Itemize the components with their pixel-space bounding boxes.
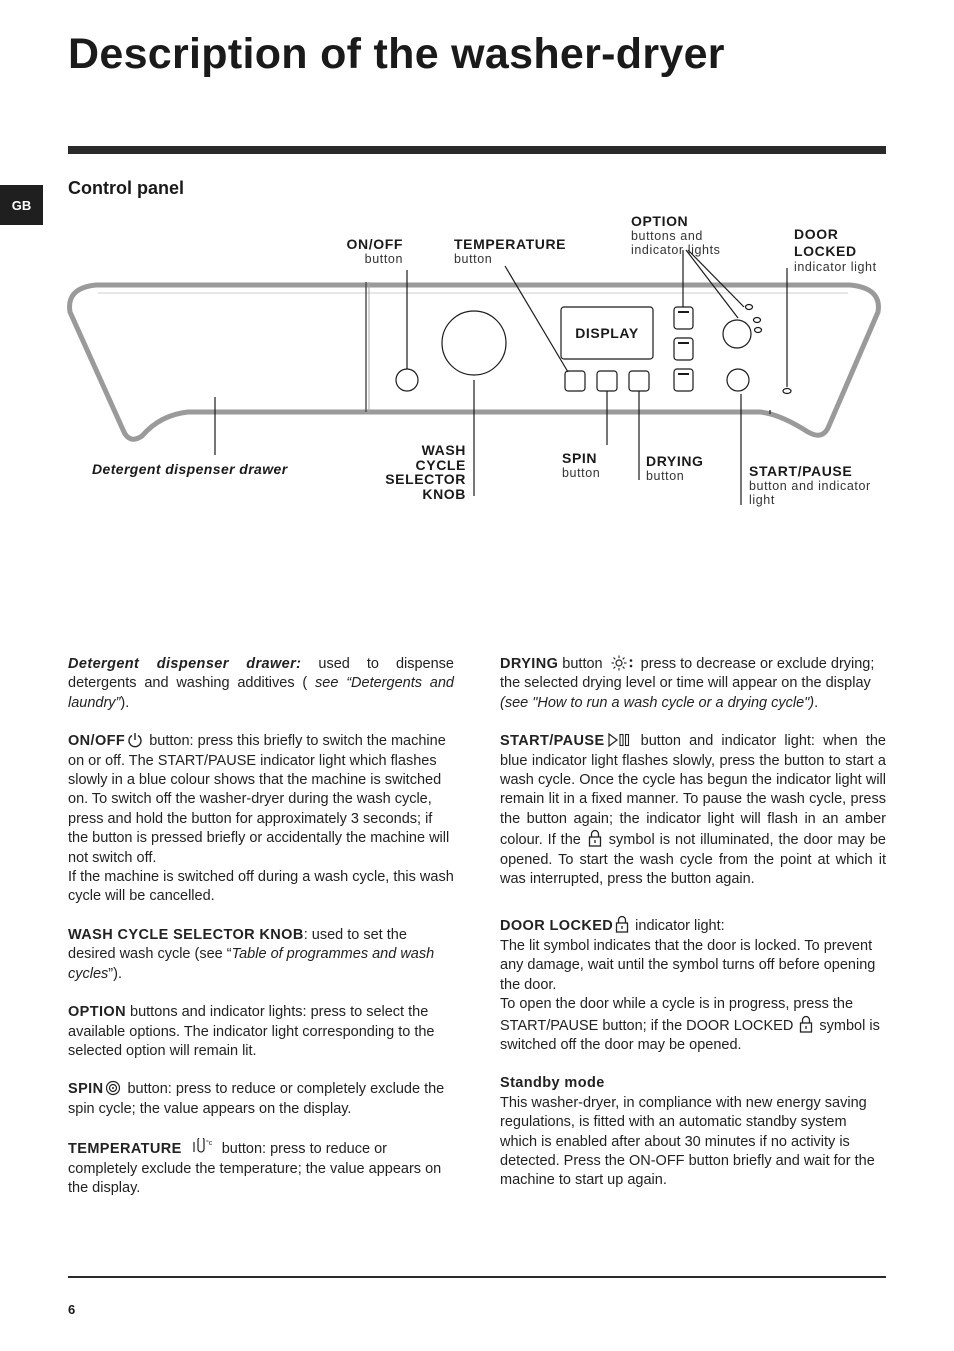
standby-title: Standby mode [500,1075,605,1092]
section-title: Control panel [68,178,184,198]
option-button-3-graphic [674,369,693,391]
power-icon [127,732,143,748]
selector-knob-label: WASH CYCLE SELECTOR KNOB [385,442,466,502]
standby-description: Standby mode This washer-dryer, in compliance with new energy saving regulations, is fitted with an automatic standby system which is enabled after about 30 minutes if no activity is detected. Press the ON-OFF button briefly and wait for the machine to start up again. [500,1075,875,1189]
lock-icon [799,1015,813,1033]
temperature-button-graphic [565,371,585,391]
page-number: 6 [68,1302,76,1317]
right-column [500,655,886,1210]
startpause-description: START/PAUSE button and indicator light: when the blue indicator light flashes slowly, press the button to start a wash cycle. Once the cycle has begun the indicator light will remain lit in a fixed manner. To pause the wash cycle, press the button again; the indicator light will flash in an amber colour. If the symbol is not illuminated, the door may be opened. To start the wash cycle from the point at which it was interrupted, press the button again. [500,733,886,888]
knob-description: WASH CYCLE SELECTOR KNOB: used to set the desired wash cycle (see “Table of programmes and wash cycles”). [68,926,435,982]
door-locked-description: DOOR LOCKED indicator light: The lit symbol indicates that the door is locked. To prevent any damage, wait until the symbol turns off before opening the door. To open the door while a cycle is in progress, press the START/PAUSE button; if the DOOR LOCKED symbol is switched off the door may be opened. [500,915,886,1055]
spin-button-graphic [597,371,617,391]
door-locked-label: DOOR LOCKED indicator light [794,226,877,274]
left-column [68,655,454,1217]
onoff-description: ON/OFF button: press this briefly to switch the machine on or off. The START/PAUSE indicator light which flashes slowly in a blue colour shows that the machine is switched on. To switch off the washer-dryer during the wash cycle, press and hold the button for approximately 3 seconds; if the button is pressed briefly or accidentally the machine will not switch off. If the machine is switched off during a wash cycle, this wash cycle will be cancelled. [68,733,454,905]
thermometer-icon [190,1138,216,1156]
top-divider [68,146,886,154]
drying-button-graphic [629,371,649,391]
drying-label: DRYING button [646,453,704,483]
lock-icon [615,915,629,933]
spin-icon [105,1080,121,1096]
door-locked-light-graphic [783,389,791,394]
selector-knob-graphic [442,311,506,375]
bottom-divider [68,1276,886,1278]
option-button-2-graphic [674,338,693,360]
display-label: DISPLAY [575,325,639,341]
onoff-button-graphic [396,369,418,391]
drying-icon [609,655,635,671]
startpause-button-graphic [727,369,749,391]
option-description: OPTION buttons and indicator lights: press to select the available options. The indicator light corresponding to the selected option will remain lit. [68,1004,435,1059]
startpause-label: START/PAUSE button and indicator light [749,463,871,507]
option-knob-graphic [723,320,751,348]
temperature-description: TEMPERATURE °c button: press to reduce or completely exclude the temperature; the value appears on the display. [68,1138,454,1198]
page-title: Description of the washer-dryer [68,30,725,78]
svg-text:°c: °c [205,1140,213,1148]
spin-description: SPIN button: press to reduce or completely exclude the spin cycle; the value appears on the display. [68,1081,445,1117]
onoff-label: ON/OFF button [346,236,403,266]
option-button-1-graphic [674,307,693,329]
drawer-description: Detergent dispenser drawer: used to dispense detergents and washing additives ( see “Detergents and laundry”). [68,656,454,711]
drying-description: DRYING button press to decrease or exclude drying; the selected drying level or time will appear on the display (see "How to run a wash cycle or a drying cycle"). [500,656,875,711]
temperature-label: TEMPERATURE button [454,236,567,266]
language-tab: GB [0,185,43,225]
start-pause-icon [607,732,631,748]
lock-icon [588,829,602,847]
drawer-label: Detergent dispenser drawer [92,461,288,477]
option-label: OPTION buttons and indicator lights [631,213,721,257]
spin-label: SPIN button [562,450,601,480]
